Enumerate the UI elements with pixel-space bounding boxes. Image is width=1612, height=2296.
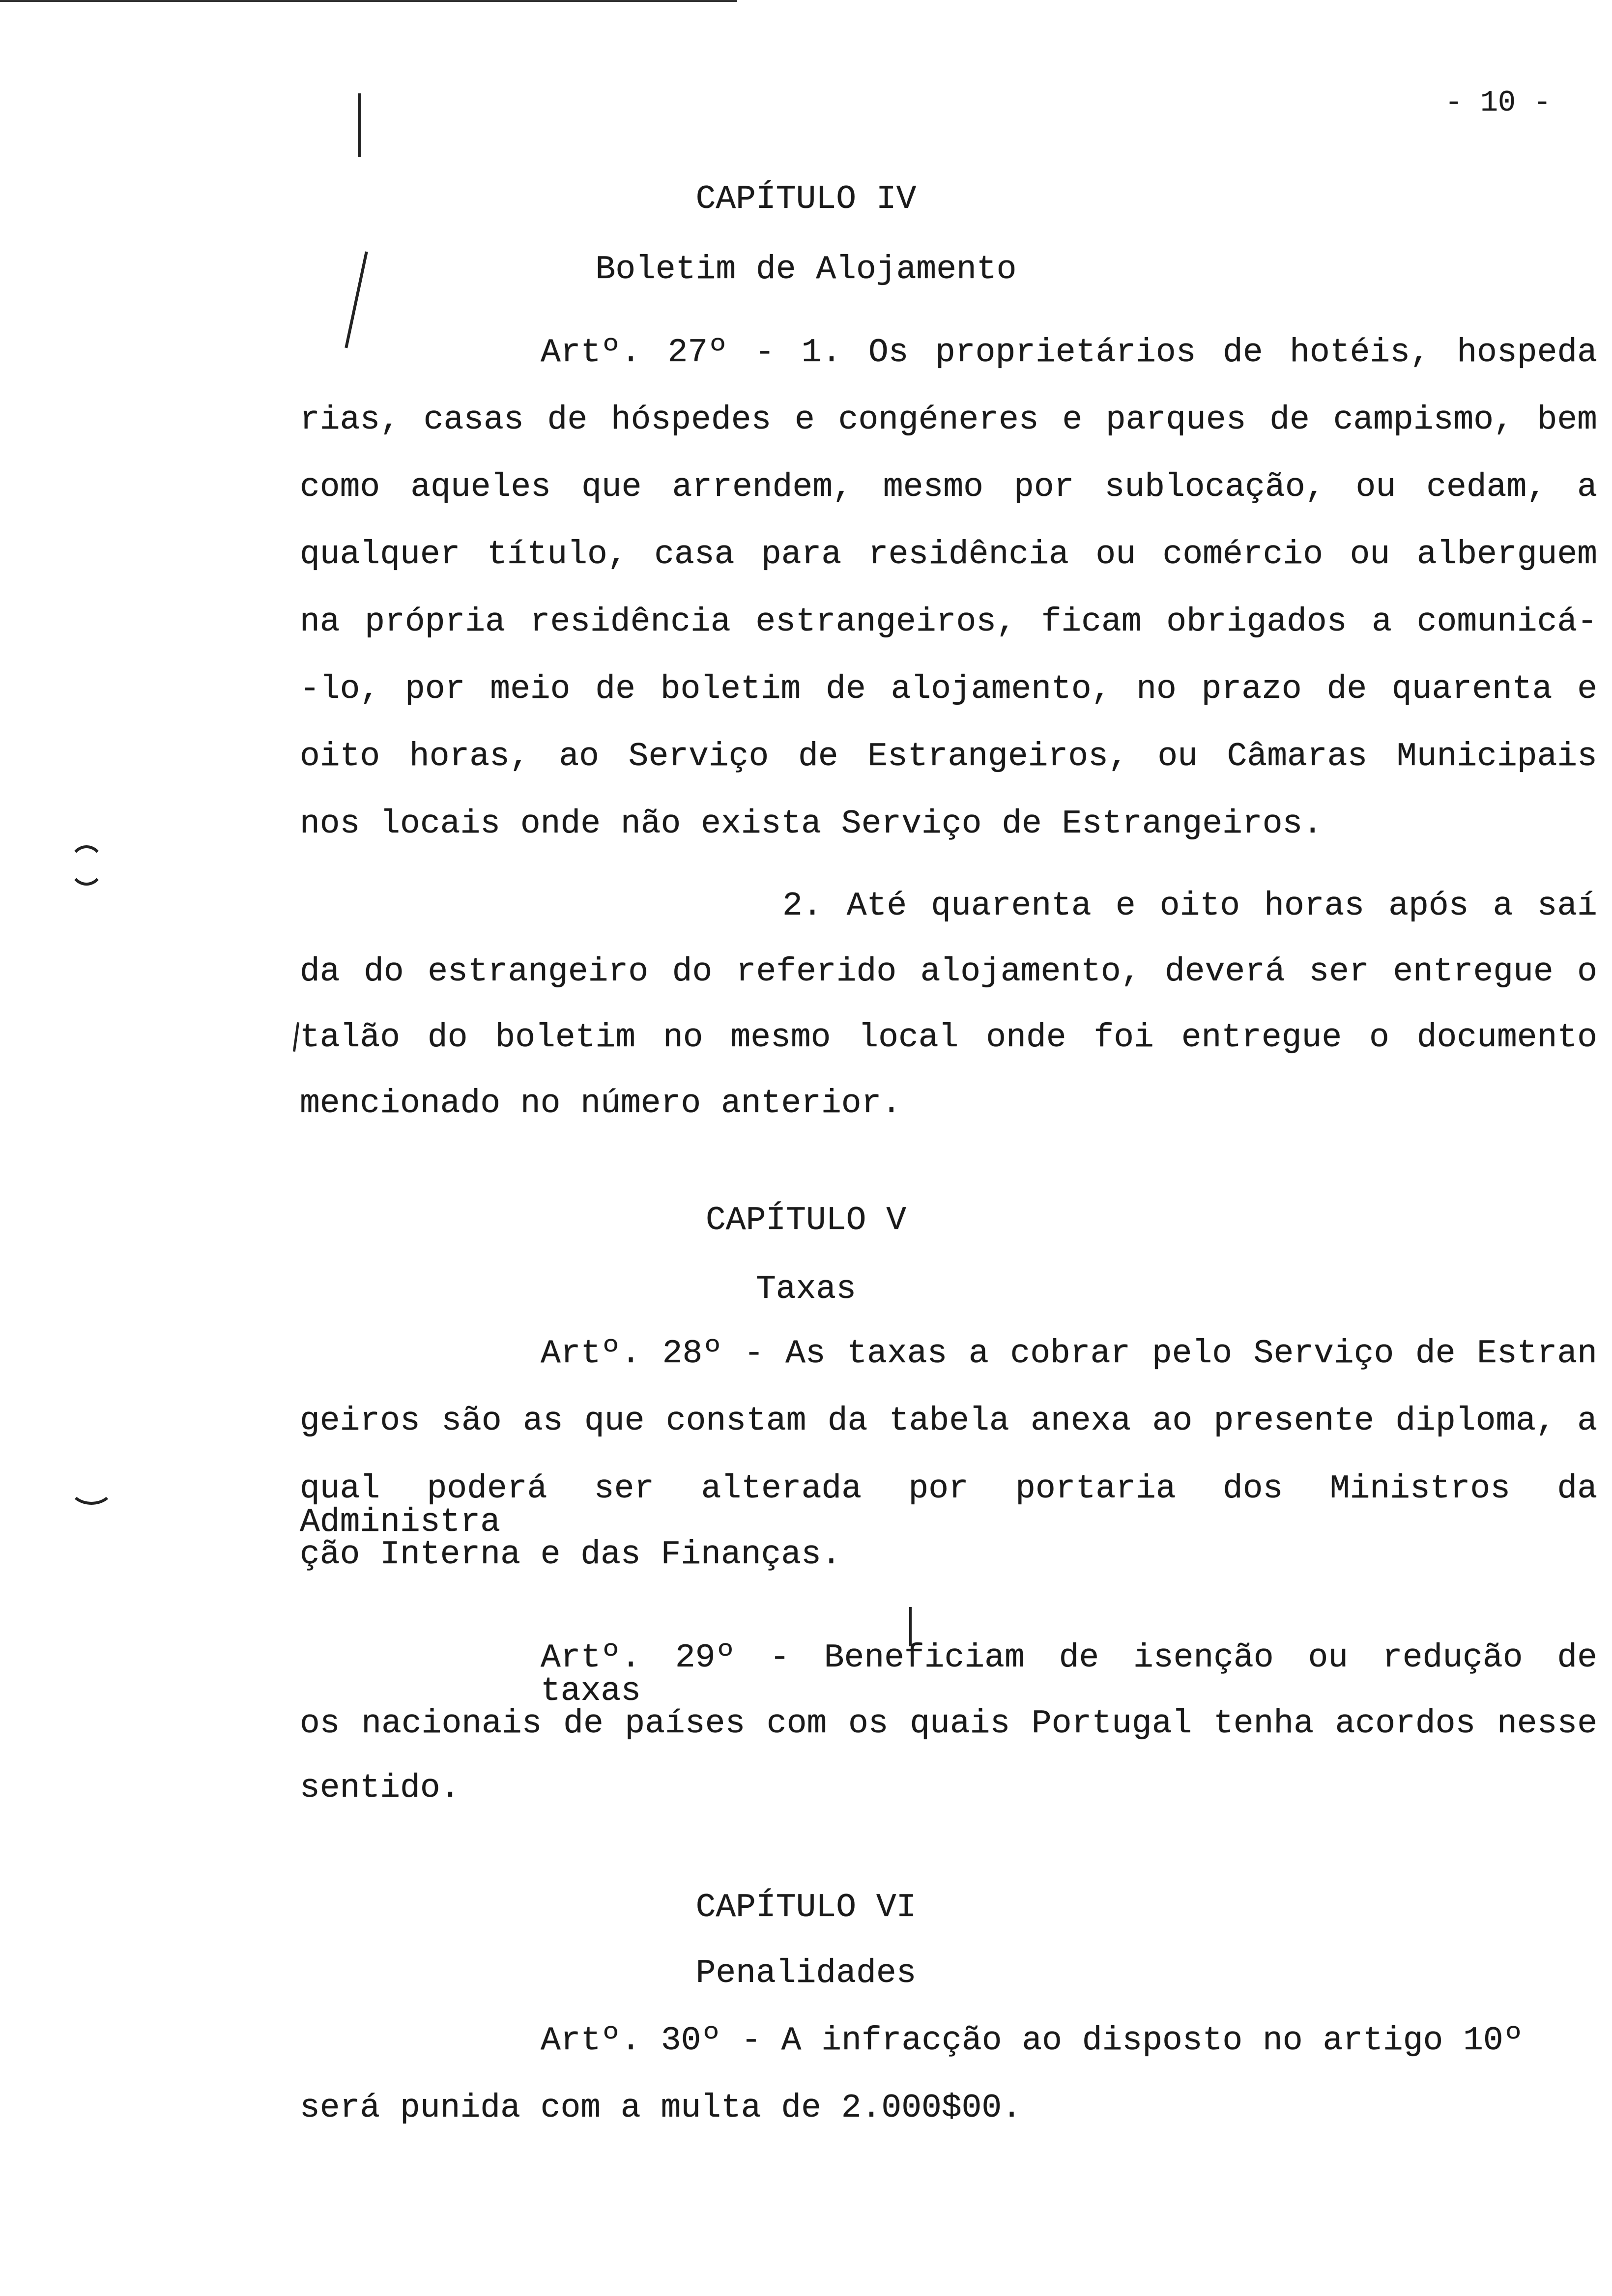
text-line: oito horas, ao Serviço de Estrangeiros, ou Câmaras Municipais <box>300 738 1597 775</box>
punch-hole-mark <box>69 845 104 886</box>
text-line: ção Interna e das Finanças. <box>300 1536 841 1574</box>
text-line: Artº. 29º - Beneficiam de isenção ou redução de taxas <box>541 1639 1597 1710</box>
text-line: geiros são as que constam da tabela anexa ao presente diploma, a <box>300 1402 1597 1440</box>
text-line: qualquer título, casa para residência ou comércio ou alberguem <box>300 536 1597 574</box>
text-line: será punida com a multa de 2.000$00. <box>300 2089 1022 2127</box>
chapter-heading: CAPÍTULO V <box>705 1202 907 1239</box>
text-line: Artº. 30º - A infracção ao disposto no artigo 10º <box>541 2022 1524 2060</box>
text-line: Artº. 27º - 1. Os proprietários de hotéis, hospeda <box>541 334 1597 372</box>
chapter-subtitle: Boletim de Alojamento <box>595 251 1017 288</box>
text-line: 2. Até quarenta e oito horas após a saí <box>782 887 1597 925</box>
top-border-line <box>0 0 737 2</box>
text-line: rias, casas de hóspedes e congéneres e parques de campismo, bem <box>300 401 1597 439</box>
text-line: mencionado no número anterior. <box>300 1085 902 1122</box>
text-line: na própria residência estrangeiros, ficam obrigados a comunicá- <box>300 603 1597 641</box>
text-line: os nacionais de países com os quais Portugal tenha acordos nesse <box>300 1705 1597 1743</box>
chapter-heading: CAPÍTULO IV <box>695 180 917 218</box>
text-line: talão do boletim no mesmo local onde foi entregue o documento <box>300 1019 1597 1057</box>
text-line: -lo, por meio de boletim de alojamento, no prazo de quarenta e <box>300 670 1597 708</box>
text-line: sentido. <box>300 1769 461 1807</box>
text-line: Artº. 28º - As taxas a cobrar pelo Serviço de Estran <box>541 1335 1597 1373</box>
page-number: - 10 - <box>1445 86 1552 120</box>
chapter-heading: CAPÍTULO VI <box>695 1889 917 1926</box>
text-line: da do estrangeiro do referido alojamento, deverá ser entregue o <box>300 953 1597 991</box>
chapter-subtitle: Penalidades <box>695 1954 917 1992</box>
text-line: qual poderá ser alterada por portaria dos Ministros da Administra <box>300 1470 1597 1541</box>
chapter-subtitle: Taxas <box>755 1270 857 1308</box>
punch-hole-mark <box>69 1469 114 1505</box>
pen-mark <box>293 1022 299 1052</box>
text-line: nos locais onde não exista Serviço de Estrangeiros. <box>300 805 1323 843</box>
text-line: como aqueles que arrendem, mesmo por sublocação, ou cedam, a <box>300 468 1597 506</box>
pen-mark <box>358 93 361 157</box>
